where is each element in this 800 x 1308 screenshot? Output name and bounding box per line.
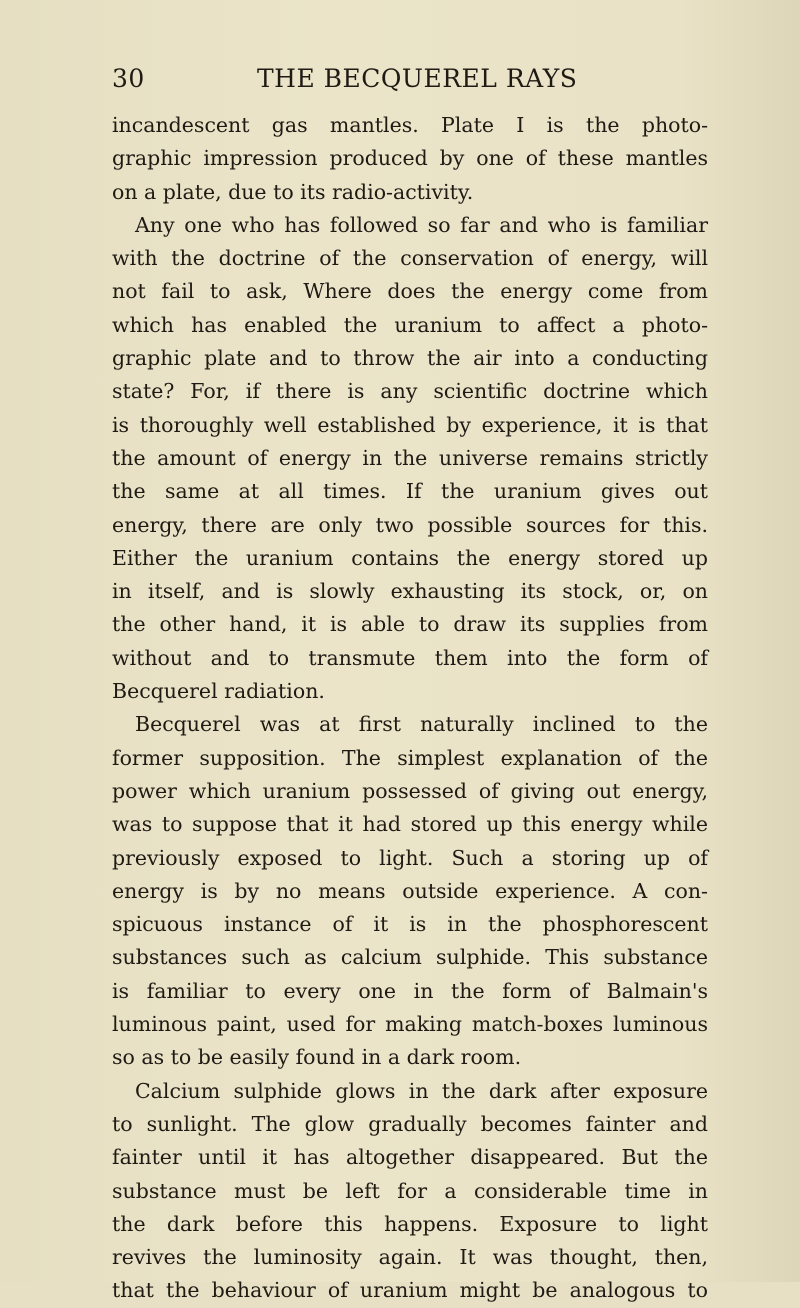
text-line: energy, there are only two possible sources for this. bbox=[112, 512, 708, 537]
text-line: graphic impression produced by one of these mantles bbox=[112, 146, 708, 171]
page-number: 30 bbox=[112, 64, 145, 93]
text-line: the amount of energy in the universe remains strictly bbox=[112, 445, 708, 470]
text-line: energy is by no means outside experience. A con- bbox=[112, 878, 708, 903]
text-line: is familiar to every one in the form of Balmain's bbox=[112, 978, 708, 1003]
body-text bbox=[112, 109, 708, 1308]
running-head bbox=[112, 64, 708, 98]
text-line: substance must be left for a considerable time in bbox=[112, 1178, 708, 1203]
text-line: without and to transmute them into the form of bbox=[112, 645, 708, 670]
text-line: was to suppose that it had stored up this energy while bbox=[112, 812, 708, 837]
text-line: the dark before this happens. Exposure to light bbox=[112, 1211, 708, 1236]
text-line: on a plate, due to its radio-activity. bbox=[112, 179, 474, 204]
text-line: with the doctrine of the conservation of energy, will bbox=[112, 246, 708, 271]
running-title: THE BECQUEREL RAYS bbox=[257, 64, 578, 93]
text-line: Any one who has followed so far and who is familiar bbox=[135, 212, 708, 237]
text-line: the same at all times. If the uranium gives out bbox=[112, 479, 708, 504]
text-line: spicuous instance of it is in the phosphorescent bbox=[112, 912, 708, 937]
text-line: so as to be easily found in a dark room. bbox=[112, 1045, 522, 1070]
text-line: to sunlight. The glow gradually becomes fainter and bbox=[112, 1111, 708, 1136]
text-line: revives the luminosity again. It was thought, then, bbox=[112, 1245, 708, 1270]
text-line: luminous paint, used for making match-boxes luminous bbox=[112, 1012, 708, 1037]
text-line: Calcium sulphide glows in the dark after exposure bbox=[135, 1078, 708, 1103]
text-line: power which uranium possessed of giving out energy, bbox=[112, 778, 708, 803]
text-line: Becquerel was at first naturally inclined to the bbox=[135, 712, 708, 737]
text-line: not fail to ask, Where does the energy come from bbox=[112, 279, 708, 304]
text-line: Either the uranium contains the energy stored up bbox=[112, 545, 708, 570]
text-line: which has enabled the uranium to affect a photo- bbox=[112, 312, 708, 337]
text-line: fainter until it has altogether disappeared. But the bbox=[112, 1145, 708, 1170]
text-line: Becquerel radiation. bbox=[112, 679, 325, 704]
text-line: in itself, and is slowly exhausting its stock, or, on bbox=[112, 579, 708, 604]
text-line: state? For, if there is any scientific doctrine which bbox=[112, 379, 708, 404]
text-line: previously exposed to light. Such a storing up of bbox=[112, 845, 708, 870]
text-line: incandescent gas mantles. Plate I is the photo- bbox=[112, 113, 708, 137]
text-line: that the behaviour of uranium might be analogous to bbox=[112, 1278, 708, 1303]
text-line: graphic plate and to throw the air into a conducting bbox=[112, 346, 708, 371]
text-line: is thoroughly well established by experience, it is that bbox=[112, 412, 708, 437]
text-line: the other hand, it is able to draw its supplies from bbox=[112, 612, 708, 637]
text-line: substances such as calcium sulphide. This substance bbox=[112, 945, 708, 970]
text-line: former supposition. The simplest explanation of the bbox=[112, 745, 708, 770]
